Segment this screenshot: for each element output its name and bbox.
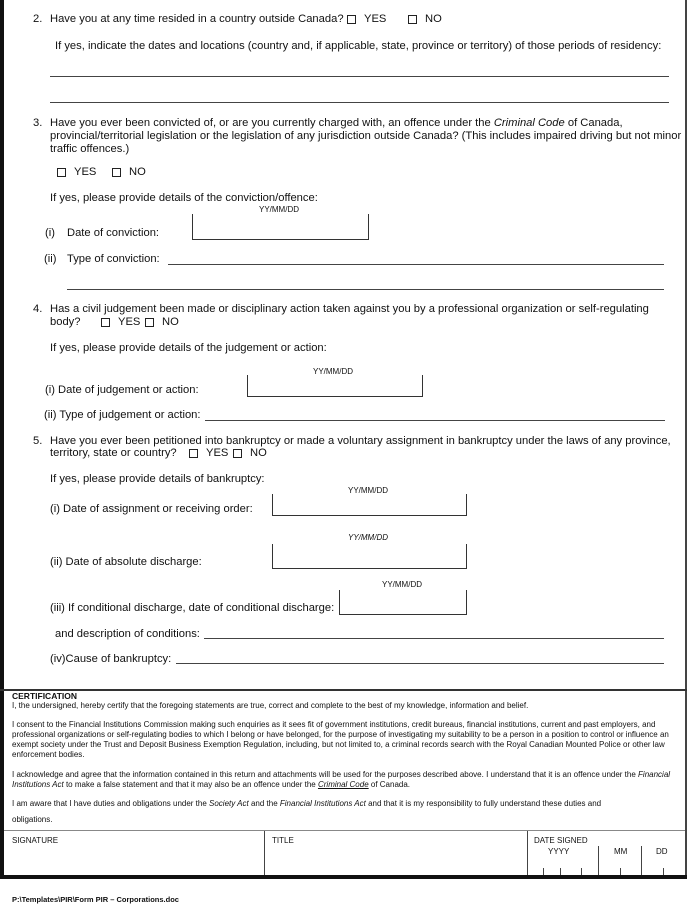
date-yyyy-label: YYYY (548, 847, 570, 856)
date-year-field[interactable] (528, 858, 598, 875)
cert-p3-b: to make a false statement and that it may also be an offence under the (63, 780, 318, 789)
cert-p3-italic-1: Financial Institutions Act (12, 770, 671, 789)
q3-item-i-label: Date of conviction: (67, 227, 160, 239)
q5-item-iv-label: (iv)Cause of bankruptcy: (50, 653, 172, 665)
q4-number: 4. (33, 303, 43, 315)
title-field[interactable] (265, 831, 527, 875)
certification-divider (0, 689, 687, 691)
q5-conditions-line[interactable] (204, 638, 664, 639)
q5-followup: If yes, please provide details of bankruptcy: (50, 473, 265, 485)
cert-p3-c: of Canada. (368, 780, 411, 789)
q2-followup: If yes, indicate the dates and locations (country and, if applicable, state, province or territory) of those periods of residency: (55, 40, 662, 52)
date-mm-label: MM (614, 847, 628, 856)
q4-no-label: NO (162, 316, 179, 328)
q3-number: 3. (33, 117, 43, 129)
certification-paragraph-1: I, the undersigned, hereby certify that the foregoing statements are true, correct and complete to the best of my knowledge, information and belief. (12, 701, 529, 710)
q4-yes-label: YES (118, 316, 141, 328)
document-path-footer: P:\Templates\PIR\Form PIR – Corporations.doc (12, 895, 179, 904)
q3-text-line3: traffic offences.) (50, 143, 130, 155)
q5-no-checkbox[interactable] (233, 449, 242, 458)
q3-followup: If yes, please provide details of the conviction/offence: (50, 192, 318, 204)
q4-followup: If yes, please provide details of the judgement or action: (50, 342, 327, 354)
certification-paragraph-4 (12, 799, 601, 809)
cert-p4-italic-2: Financial Institutions Act (279, 799, 366, 808)
certification-paragraph-3 (12, 770, 684, 790)
q3-item-ii-number: (ii) (44, 253, 57, 265)
q3-no-label: NO (129, 166, 146, 178)
q3-text-italic: Criminal Code (493, 117, 565, 129)
form-border-bottom (0, 875, 687, 879)
q3-item-i-number: (i) (45, 227, 55, 239)
q2-yes-checkbox[interactable] (347, 15, 356, 24)
q4-judgement-date-field[interactable] (247, 375, 423, 397)
q3-conviction-date-field[interactable] (192, 214, 369, 240)
q4-text-line2: body? (50, 316, 81, 328)
q5-yes-label: YES (206, 447, 229, 459)
certification-paragraph-2: I consent to the Financial Institutions Commission making such enquiries as it sees fit of government institutions, credit bureaus, financial institutions, current and past employers, and professional organizations or self-regulating bodies to which I belong or have belonged, for the purpose of investigating my suitability to be a person in a position to control or influence an exempt society under the Trust and Deposit Business Exemption Regulation, including, but not limited to, a criminal records search with the Royal Canadian Mounted Police or other law enforcement bodies. (12, 720, 669, 759)
q3-conviction-type-line[interactable] (168, 264, 664, 265)
certification-heading: CERTIFICATION (12, 691, 78, 701)
cert-p4-c: and that it is my responsibility to fully understand these duties and (365, 799, 602, 808)
date-signed-label: DATE SIGNED (534, 836, 588, 845)
q3-text-line1 (50, 117, 623, 130)
q4-no-checkbox[interactable] (145, 318, 154, 327)
q3-text-b: of Canada, (564, 117, 623, 129)
date-day-field[interactable] (642, 858, 685, 875)
q3-yes-checkbox[interactable] (57, 168, 66, 177)
q4-text-line1: Has a civil judgement been made or disciplinary action taken against you by a professional organization or self-regulating (50, 303, 649, 315)
q2-yes-label: YES (364, 13, 387, 25)
q4-item-i-label: (i) Date of judgement or action: (45, 384, 199, 396)
form-border-left (0, 0, 4, 878)
q4-yes-checkbox[interactable] (101, 318, 110, 327)
title-label: TITLE (272, 836, 294, 845)
cert-p3-italic-2: Criminal Code (317, 780, 369, 789)
q2-answer-line-1[interactable] (50, 76, 669, 77)
q2-no-checkbox[interactable] (408, 15, 417, 24)
form-border-right (685, 0, 687, 878)
q5-number: 5. (33, 435, 43, 447)
date-dd-label: DD (656, 847, 668, 856)
q4-item-ii-label: (ii) Type of judgement or action: (44, 409, 201, 421)
q5-no-label: NO (250, 447, 267, 459)
q5-text-line1: Have you ever been petitioned into bankruptcy or made a voluntary assignment in bankruptcy under the laws of any province, (50, 435, 671, 447)
q5-item-iii-date-format: YY/MM/DD (382, 580, 422, 589)
cert-p4-b: and the (248, 799, 280, 808)
cert-p4-a: I am aware that I have duties and obligations under the (12, 799, 210, 808)
q4-date-format: YY/MM/DD (313, 367, 353, 376)
q2-no-label: NO (425, 13, 442, 25)
q5-conditions-label: and description of conditions: (55, 628, 200, 640)
signature-label: SIGNATURE (12, 836, 59, 845)
date-month-field[interactable] (599, 858, 641, 875)
q5-item-iii-label: (iii) If conditional discharge, date of conditional discharge: (50, 602, 335, 614)
cert-p3-a: I acknowledge and agree that the information contained in this return and attachments will be used for the purposes described above. I understand that it is an offence under the (12, 770, 639, 779)
q2-number: 2. (33, 13, 43, 25)
q2-answer-line-2[interactable] (50, 102, 669, 103)
q5-conditional-discharge-date-field[interactable] (339, 590, 467, 615)
q5-text-line2: territory, state or country? (50, 447, 177, 459)
q5-yes-checkbox[interactable] (189, 449, 198, 458)
q3-text-line2: provincial/territorial legislation or the legislation of any jurisdiction outside Canada? (This includes impaired driving but not minor (50, 130, 682, 142)
q5-absolute-discharge-date-field[interactable] (272, 544, 467, 569)
q2-text: Have you at any time resided in a country outside Canada? (50, 13, 344, 25)
q3-text-a: Have you ever been convicted of, or are you currently charged with, an offence under the (50, 117, 494, 129)
q3-conviction-type-line-2[interactable] (67, 289, 664, 290)
q5-item-i-date-format: YY/MM/DD (348, 486, 388, 495)
q3-date-format: YY/MM/DD (259, 205, 299, 214)
certification-paragraph-4-end: obligations. (12, 815, 53, 824)
q5-cause-line[interactable] (176, 663, 664, 664)
cert-p4-italic-1: Society Act (209, 799, 249, 808)
q5-assignment-date-field[interactable] (272, 494, 467, 516)
q5-item-ii-date-format: YY/MM/DD (348, 533, 388, 542)
q5-item-i-label: (i) Date of assignment or receiving order: (50, 503, 253, 515)
q3-no-checkbox[interactable] (112, 168, 121, 177)
q3-yes-label: YES (74, 166, 97, 178)
q4-judgement-type-line[interactable] (205, 420, 665, 421)
q5-item-ii-label: (ii) Date of absolute discharge: (50, 556, 202, 568)
q3-item-ii-label: Type of conviction: (67, 253, 160, 265)
